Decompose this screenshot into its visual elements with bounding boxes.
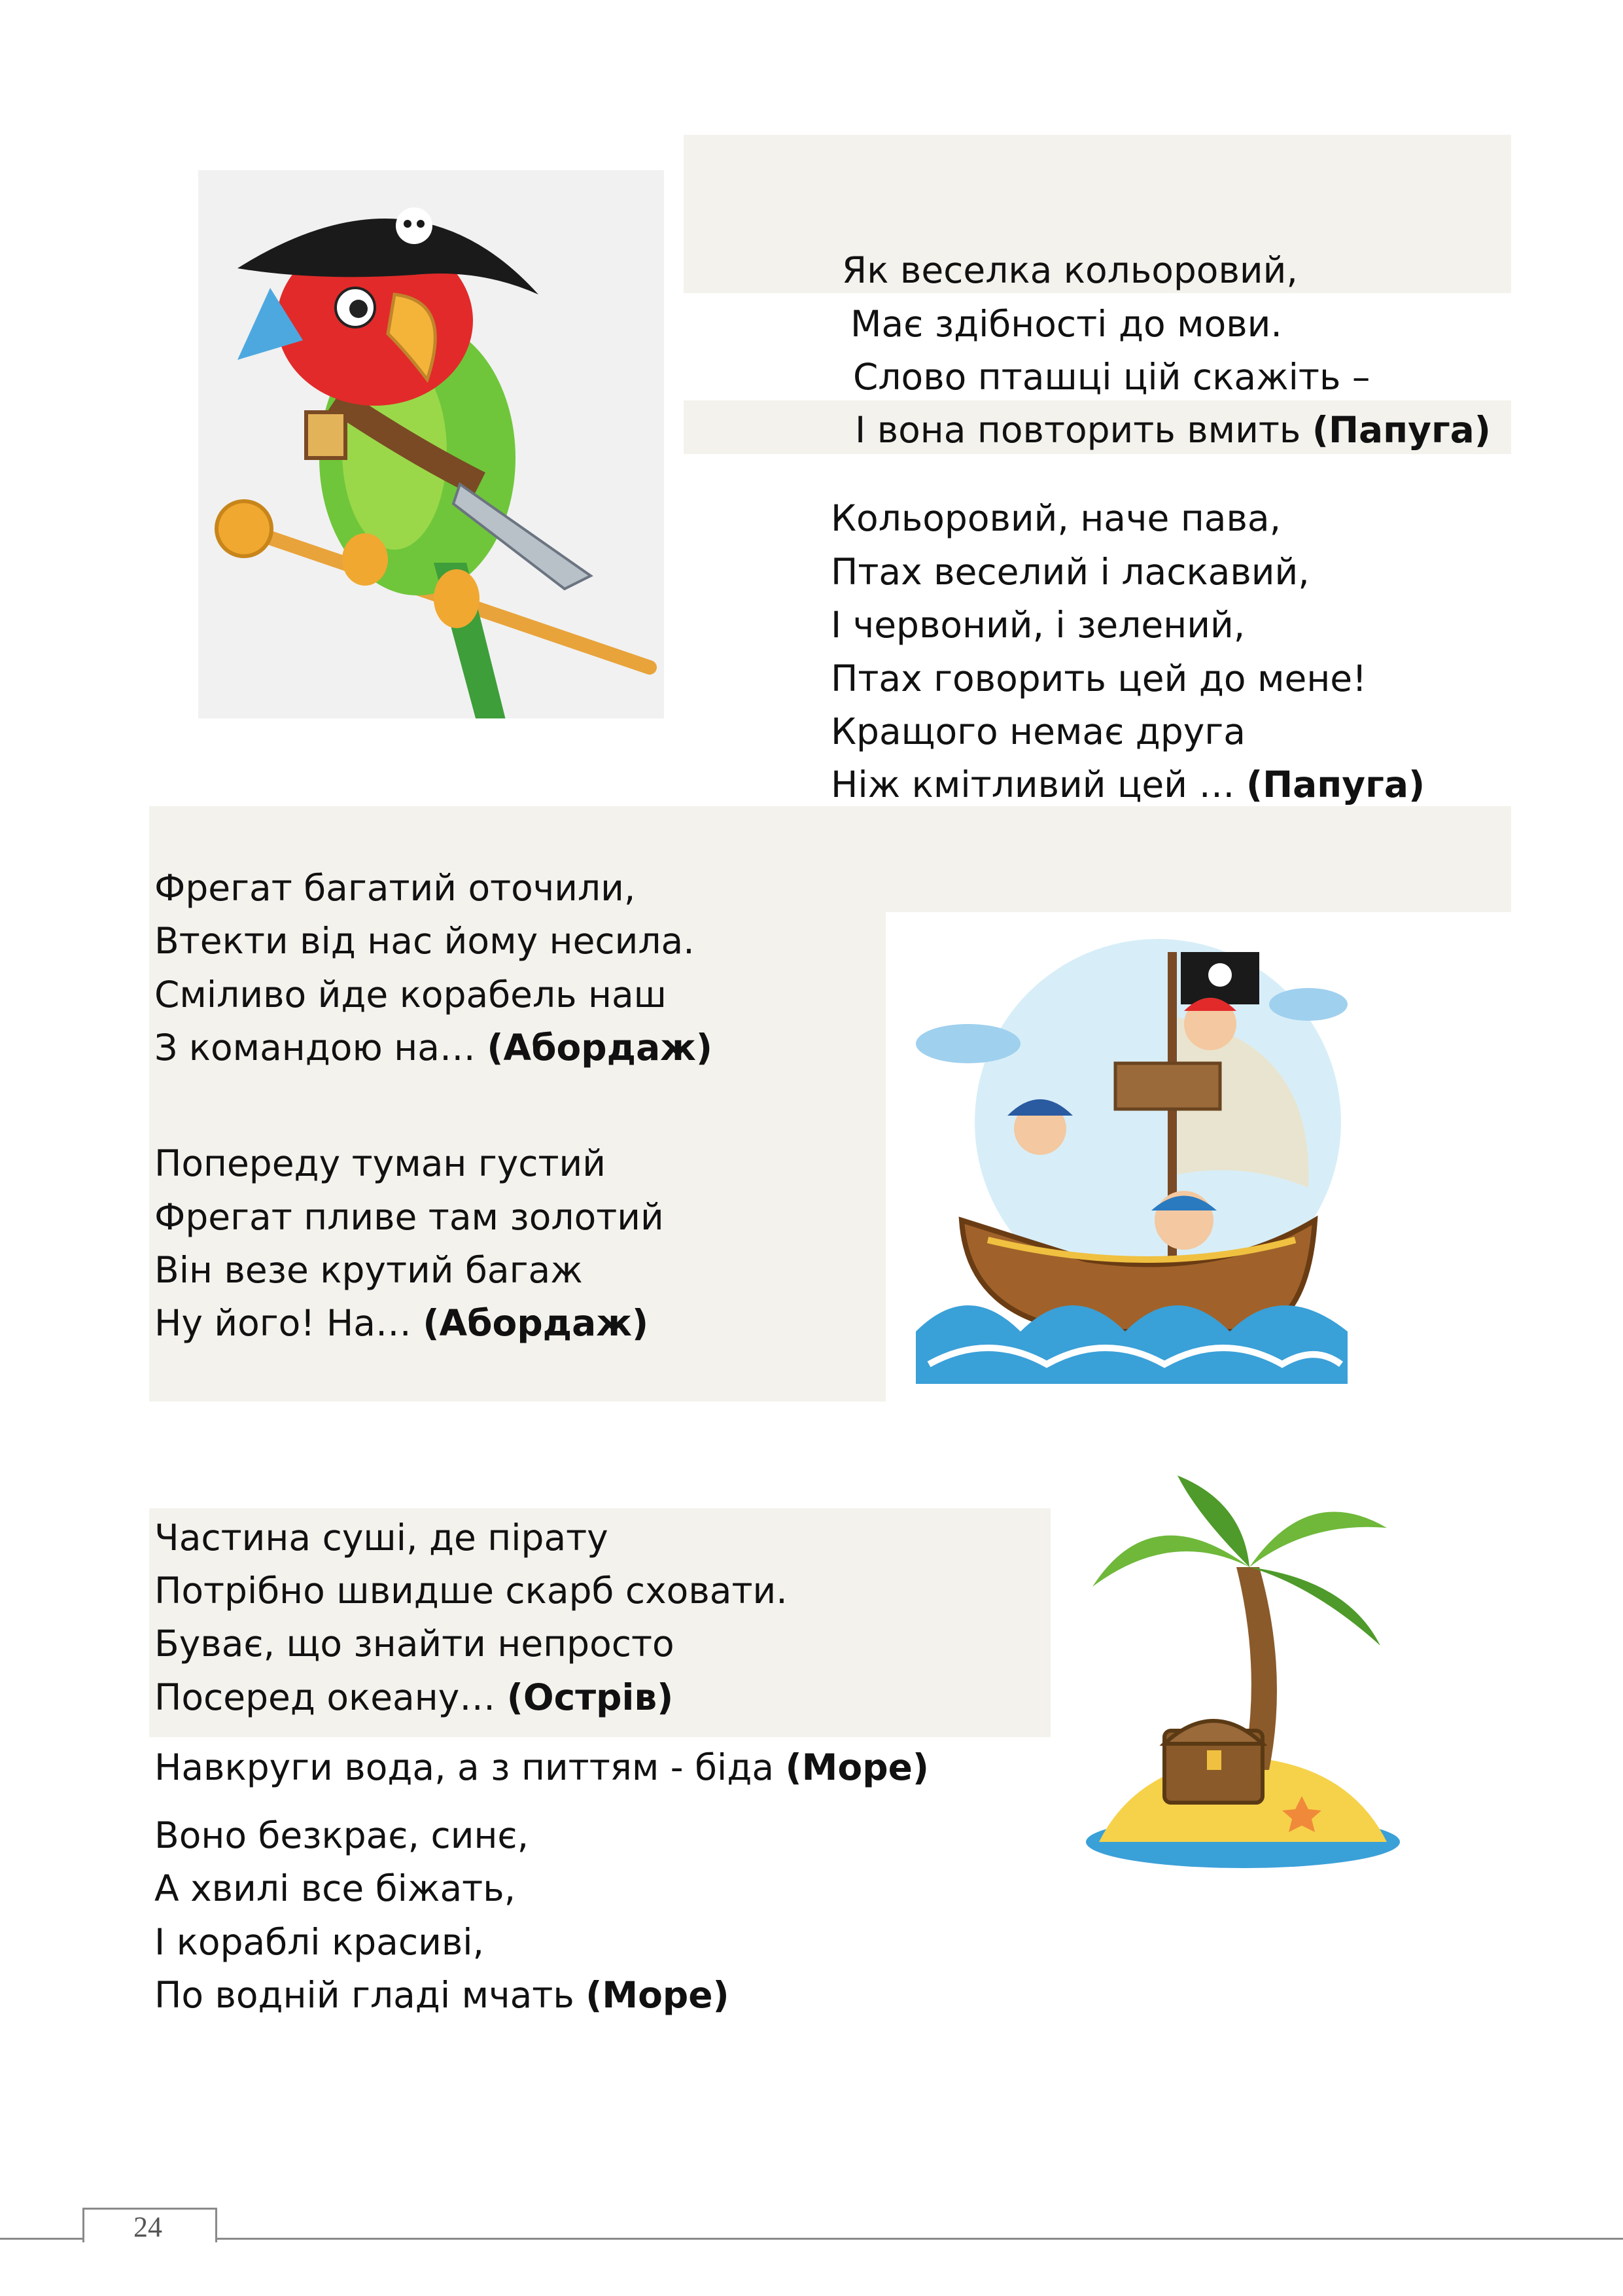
footer-rule bbox=[0, 2238, 1623, 2240]
riddle-line: А хвилі все біжать, bbox=[154, 1867, 516, 1909]
palm-island-icon bbox=[1073, 1456, 1413, 1881]
riddle-line: Має здібності до мови. bbox=[850, 303, 1282, 345]
riddle-answer: (Папуга) bbox=[1312, 409, 1491, 451]
page-number: 24 bbox=[133, 2211, 162, 2243]
riddle-line: Попереду туман густий bbox=[154, 1142, 606, 1184]
riddle-line: Ніж кмітливий цей … (Папуга) bbox=[831, 764, 1425, 805]
riddle-line: Кольоровий, наче пава, bbox=[831, 497, 1282, 539]
riddle-line: Птах говорить цей до мене! bbox=[831, 658, 1367, 699]
riddle-line: Втекти від нас йому несила. bbox=[154, 920, 695, 962]
island-illustration bbox=[1073, 1456, 1413, 1881]
riddle-answer: (Папуга) bbox=[1246, 764, 1425, 805]
riddle-line: Ну його! На… (Абордаж) bbox=[154, 1302, 649, 1344]
riddle-line: Фрегат пливе там золотий bbox=[154, 1196, 664, 1238]
riddle-answer: (Абордаж) bbox=[487, 1027, 713, 1069]
riddle-line: Посеред океану… (Острів) bbox=[154, 1676, 674, 1718]
riddle-line: Птах веселий і ласкавий, bbox=[831, 551, 1310, 593]
riddle-line: З командою на… (Абордаж) bbox=[154, 1027, 713, 1069]
riddle-line: Навкруги вода, а з питтям - біда (Море) bbox=[154, 1746, 930, 1788]
riddle-line: І червоний, і зелений, bbox=[831, 604, 1246, 646]
riddle-line: І вона повторить вмить (Папуга) bbox=[855, 409, 1491, 451]
riddle-line: Потрібно швидше скарб сховати. bbox=[154, 1570, 788, 1612]
riddle-line: Він везе крутий багаж bbox=[154, 1249, 583, 1291]
riddle-line: І кораблі красиві, bbox=[154, 1921, 485, 1963]
riddle-answer: (Острів) bbox=[506, 1676, 674, 1718]
riddle-line: Як веселка кольоровий, bbox=[842, 249, 1298, 291]
riddle-answer: (Море) bbox=[785, 1746, 930, 1788]
parrot-icon bbox=[198, 170, 664, 718]
ship-icon bbox=[890, 913, 1387, 1410]
riddle-line: Кращого немає друга bbox=[831, 711, 1246, 752]
riddle-line: Буває, що знайти непросто bbox=[154, 1623, 674, 1665]
riddle-line: Воно безкрає, синє, bbox=[154, 1814, 529, 1856]
riddle-answer: (Море) bbox=[585, 1974, 729, 2016]
riddle-line: По водній гладі мчать (Море) bbox=[154, 1974, 729, 2016]
riddle-answer: (Абордаж) bbox=[423, 1302, 649, 1344]
riddle-line: Фрегат багатий оточили, bbox=[154, 867, 636, 909]
riddle-line: Слово пташці цій скажіть – bbox=[853, 356, 1370, 398]
parrot-illustration bbox=[198, 170, 664, 718]
riddle-line: Сміливо йде корабель наш bbox=[154, 974, 667, 1016]
riddle-line: Частина суші, де пірату bbox=[154, 1517, 608, 1559]
pirate-ship-illustration bbox=[890, 913, 1387, 1410]
